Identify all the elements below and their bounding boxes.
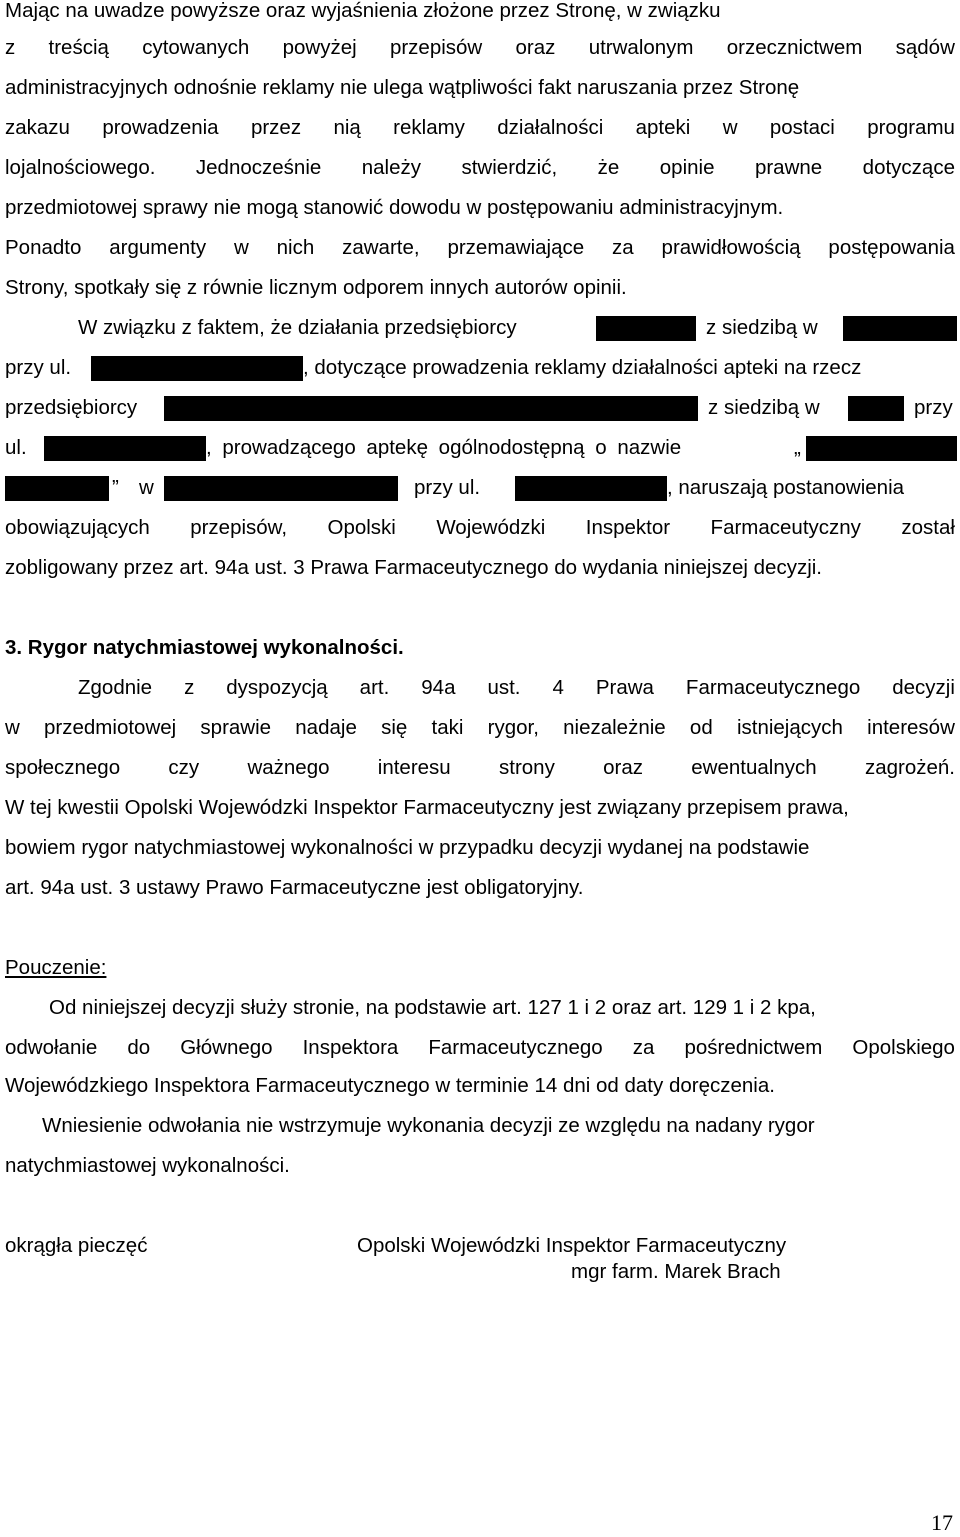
text-run: nadaje — [295, 716, 357, 739]
paragraph-line: Wojewódzkiego Inspektora Farmaceutycznego w terminie 14 dni od daty doręczenia. — [5, 1074, 775, 1097]
signatory-title: Opolski Wojewódzki Inspektor Farmaceutyczny — [357, 1234, 787, 1257]
text-run: art. — [359, 676, 390, 699]
paragraph-line: Strony, spotkały się z równie licznym odporem innych autorów opinii. — [5, 276, 627, 299]
text-run: odwołanie — [5, 1036, 98, 1059]
text-run: w — [722, 116, 738, 139]
text-run: utrwalonym — [588, 36, 694, 59]
text-run: oraz — [603, 756, 643, 779]
text-run: 94a — [421, 676, 456, 699]
text-run: Opolskiego — [852, 1036, 955, 1059]
text-run: przy ul. — [5, 356, 72, 379]
text-run: programu — [867, 116, 955, 139]
redaction-box — [843, 316, 957, 341]
text-run: zawarte, — [342, 236, 420, 259]
text-run: , dotyczące prowadzenia reklamy działalności apteki na rzecz — [303, 356, 862, 379]
text-run: strony — [499, 756, 555, 779]
text-run: społecznego — [5, 756, 121, 779]
text-run: przedmiotowej — [44, 716, 177, 739]
paragraph-line — [5, 233, 955, 263]
text-run: nią — [333, 116, 361, 139]
text-run: w — [5, 716, 20, 739]
text-run: orzecznictwem — [726, 36, 863, 59]
text-run: z — [184, 676, 195, 699]
paragraph-line: Od niniejszej decyzji służy stronie, na podstawie art. 127 1 i 2 oraz art. 129 1 i 2 kpa, — [49, 996, 816, 1019]
text-run: dyspozycją — [226, 676, 328, 699]
text-run: , naruszają postanowienia — [667, 476, 905, 499]
text-run: z — [5, 36, 16, 59]
text-run: należy — [361, 156, 422, 179]
text-run: Prawa — [595, 676, 654, 699]
text-run: przy — [914, 396, 953, 419]
text-run: nich — [276, 236, 315, 259]
paragraph-line: administracyjnych odnośnie reklamy nie ulega wątpliwości fakt naruszania przez Stronę — [5, 76, 800, 99]
text-run: apteki — [635, 116, 691, 139]
text-run: czy — [168, 756, 200, 779]
redaction-box — [5, 476, 109, 501]
text-run: oraz — [515, 36, 556, 59]
text-run: Inspektora — [302, 1036, 399, 1059]
text-run: Jednocześnie — [195, 156, 322, 179]
redaction-box — [91, 356, 303, 381]
text-run: ust. — [487, 676, 521, 699]
text-run: Farmaceutyczny — [710, 516, 861, 539]
paragraph-line — [5, 113, 955, 143]
text-run: , prowadzącego aptekę ogólnodostępną o nazwie — [206, 436, 682, 459]
text-run: przez — [250, 116, 302, 139]
text-run: od — [689, 716, 713, 739]
text-run: treścią — [48, 36, 109, 59]
text-run: przepisów — [389, 36, 483, 59]
text-run: Ponadto — [5, 236, 82, 259]
text-run: w — [139, 476, 154, 499]
text-run: przepisów, — [190, 516, 288, 539]
paragraph-line: art. 94a ust. 3 ustawy Prawo Farmaceutyczne jest obligatoryjny. — [5, 876, 584, 899]
text-run: ewentualnych — [691, 756, 817, 779]
text-run: opinie — [659, 156, 715, 179]
text-run: prawidłowością — [661, 236, 801, 259]
text-run: istniejących — [736, 716, 843, 739]
text-run: sprawie — [200, 716, 272, 739]
text-run: interesów — [867, 716, 955, 739]
text-run: prawne — [754, 156, 823, 179]
text-run: zagrożeń. — [864, 756, 955, 779]
paragraph-line — [5, 153, 955, 183]
paragraph-line — [78, 673, 955, 703]
text-run: interesu — [377, 756, 451, 779]
text-run: reklamy — [393, 116, 465, 139]
text-run: „ — [794, 436, 801, 459]
text-run: działalności — [497, 116, 604, 139]
paragraph-line — [5, 1033, 955, 1063]
text-run: W związku z faktem, że działania przedsiębiorcy — [78, 316, 517, 339]
text-run: za — [632, 1036, 655, 1059]
text-run: do — [127, 1036, 151, 1059]
paragraph-line: Wniesienie odwołania nie wstrzymuje wykonania decyzji ze względu na nadany rygor — [42, 1114, 815, 1137]
text-run: przy ul. — [414, 476, 481, 499]
text-run: ” — [112, 476, 119, 499]
text-run: Głównego — [180, 1036, 273, 1059]
text-run: Farmaceutycznego — [685, 676, 861, 699]
redaction-box — [806, 436, 957, 461]
text-run: decyzji — [892, 676, 955, 699]
paragraph-line: W tej kwestii Opolski Wojewódzki Inspektor Farmaceutyczny jest związany przepisem prawa, — [5, 796, 849, 819]
text-run: taki — [431, 716, 464, 739]
instruction-heading: Pouczenie: — [5, 956, 107, 979]
text-run: postaci — [769, 116, 835, 139]
text-run: że — [597, 156, 620, 179]
text-run: zakazu — [5, 116, 70, 139]
text-run: Inspektor — [585, 516, 671, 539]
text-run: prowadzenia — [102, 116, 219, 139]
paragraph-line — [5, 713, 955, 743]
page-number: 17 — [931, 1510, 953, 1535]
redaction-box — [164, 476, 398, 501]
text-run: cytowanych — [142, 36, 250, 59]
redaction-box — [515, 476, 667, 501]
text-run: ul. — [5, 436, 27, 459]
text-run: argumenty — [109, 236, 207, 259]
text-run: został — [901, 516, 955, 539]
text-run: rygor, — [487, 716, 539, 739]
text-run: Farmaceutycznego — [428, 1036, 603, 1059]
text-run: za — [612, 236, 634, 259]
text-run: niezależnie — [563, 716, 666, 739]
redaction-box — [596, 316, 696, 341]
text-run: stwierdzić, — [461, 156, 558, 179]
paragraph-line: przedmiotowej sprawy nie mogą stanowić dowodu w postępowaniu administracyjnym. — [5, 196, 784, 219]
text-run: Opolski — [327, 516, 396, 539]
redaction-box — [44, 436, 206, 461]
redaction-box — [164, 396, 698, 421]
stamp-label: okrągła pieczęć — [5, 1234, 148, 1257]
text-run: lojalnościowego. — [5, 156, 156, 179]
paragraph-line: Mając na uwadze powyższe oraz wyjaśnienia złożone przez Stronę, w związku — [5, 0, 721, 22]
text-run: obowiązujących — [5, 516, 150, 539]
text-run: postępowania — [828, 236, 955, 259]
text-run: Wojewódzki — [436, 516, 546, 539]
text-run: Zgodnie — [78, 676, 153, 699]
text-run: ważnego — [247, 756, 330, 779]
paragraph-line: zobligowany przez art. 94a ust. 3 Prawa Farmaceutycznego do wydania niniejszej decyzji. — [5, 556, 822, 579]
paragraph-line: natychmiastowej wykonalności. — [5, 1154, 290, 1177]
text-run: pośrednictwem — [684, 1036, 823, 1059]
text-run: z siedzibą w — [708, 396, 820, 419]
text-run: w — [233, 236, 249, 259]
text-run: z siedzibą w — [706, 316, 818, 339]
text-run: sądów — [895, 36, 955, 59]
paragraph-line — [5, 513, 955, 543]
text-run: przedsiębiorcy — [5, 396, 138, 419]
paragraph-line — [5, 33, 955, 63]
text-run: się — [381, 716, 408, 739]
text-run: przemawiające — [447, 236, 585, 259]
text-run: 4 — [552, 676, 564, 699]
text-run: powyżej — [282, 36, 357, 59]
section-heading: 3. Rygor natychmiastowej wykonalności. — [5, 636, 404, 659]
text-run: dotyczące — [862, 156, 955, 179]
paragraph-line — [5, 753, 955, 783]
paragraph-line: bowiem rygor natychmiastowej wykonalności w przypadku decyzji wydanej na podstawie — [5, 836, 810, 859]
signatory-name: mgr farm. Marek Brach — [571, 1260, 781, 1283]
redaction-box — [848, 396, 904, 421]
